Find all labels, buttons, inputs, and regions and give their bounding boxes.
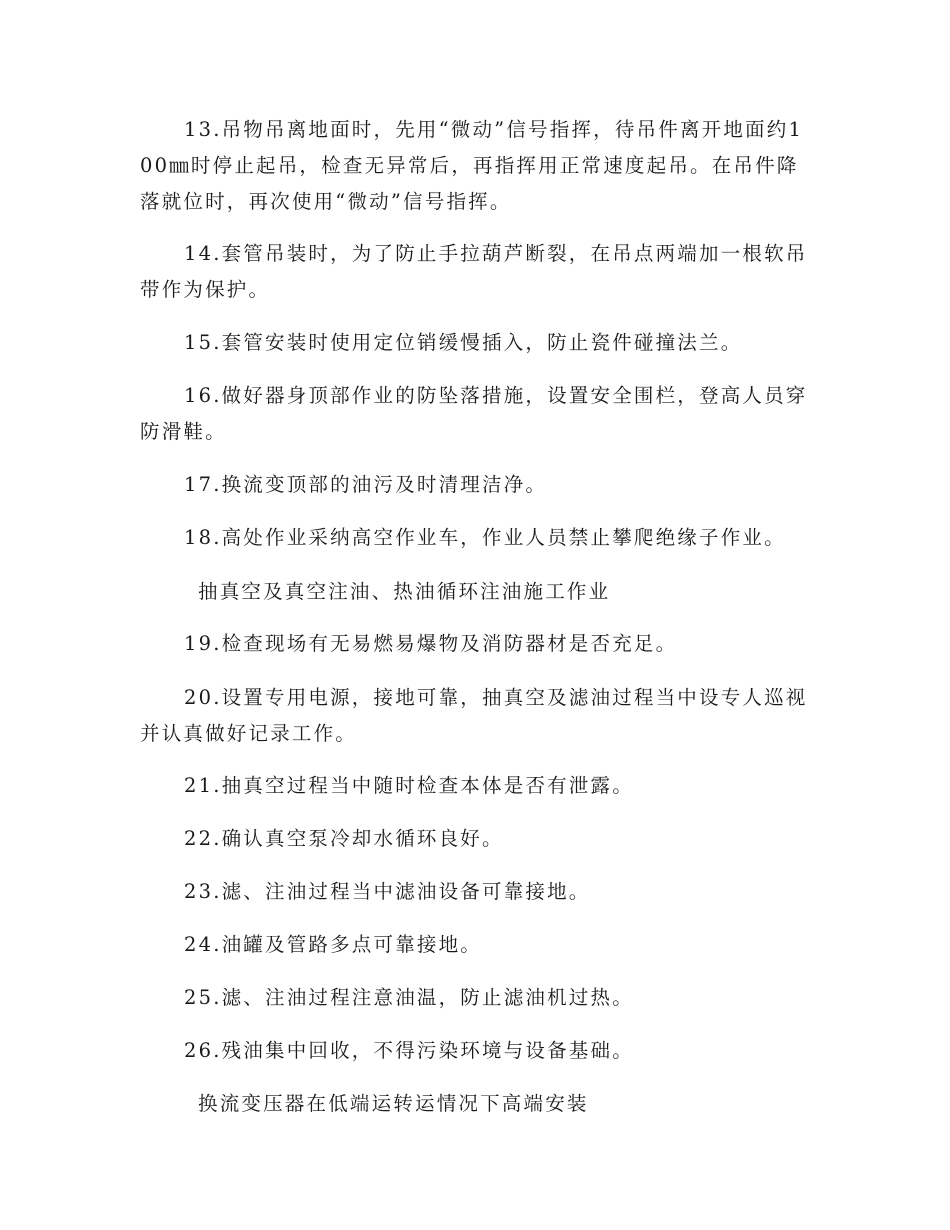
paragraph-23: 23.滤、注油过程当中滤油设备可靠接地。 bbox=[184, 880, 591, 903]
paragraph-24: 24.油罐及管路多点可靠接地。 bbox=[184, 933, 483, 956]
paragraph-13: 13.吊物吊离地面时，先用“微动”信号指挥，待吊件离开地面约100㎜时停止起吊，检查无异常后，再指挥用正常速度起吊。在吊件降落就位时，再次使用“微动”信号指挥。 bbox=[140, 118, 804, 213]
paragraph-16: 16.做好器身顶部作业的防坠落措施，设置安全围栏，登高人员穿防滑鞋。 bbox=[140, 384, 808, 443]
paragraph-26: 26.残油集中回收，不得污染环境与设备基础。 bbox=[184, 1039, 634, 1062]
paragraph-15: 15.套管安装时使用定位销缓慢插入，防止瓷件碰撞法兰。 bbox=[184, 331, 743, 354]
paragraph-14: 14.套管吊装时，为了防止手拉葫芦断裂，在吊点两端加一根软吊带作为保护。 bbox=[140, 242, 808, 301]
paragraph-19: 19.检查现场有无易燃易爆物及消防器材是否充足。 bbox=[184, 632, 678, 655]
paragraph-22: 22.确认真空泵冷却水循环良好。 bbox=[184, 827, 504, 850]
paragraph-25: 25.滤、注油过程注意油温，防止滤油机过热。 bbox=[184, 986, 634, 1009]
section-heading-vacuum-oil: 抽真空及真空注油、热油循环注油施工作业 bbox=[198, 580, 611, 603]
paragraph-18: 18.高处作业采纳高空作业车，作业人员禁止攀爬绝缘子作业。 bbox=[184, 526, 786, 549]
paragraph-21: 21.抽真空过程当中随时检查本体是否有泄露。 bbox=[184, 774, 634, 797]
paragraph-20: 20.设置专用电源，接地可靠，抽真空及滤油过程当中设专人巡视并认真做好记录工作。 bbox=[140, 686, 808, 745]
section-heading-converter-install: 换流变压器在低端运转运情况下高端安装 bbox=[198, 1092, 589, 1115]
paragraph-17: 17.换流变顶部的油污及时清理洁净。 bbox=[184, 473, 548, 496]
